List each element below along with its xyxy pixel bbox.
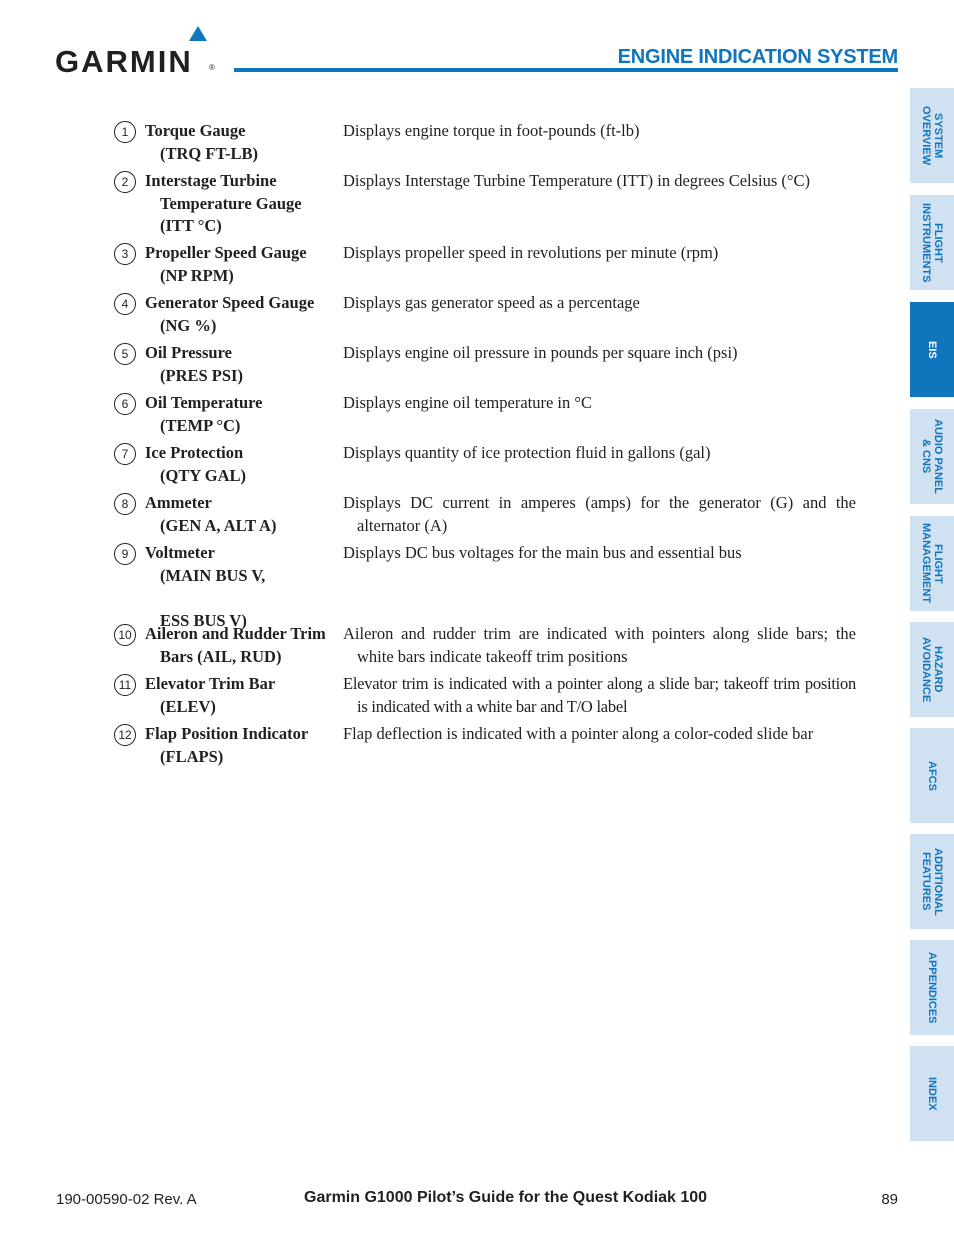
callout-number: 12 bbox=[114, 724, 136, 746]
item-label-line1: Voltmeter bbox=[145, 543, 215, 562]
document-title: Garmin G1000 Pilot’s Guide for the Quest Kodiak 100 bbox=[304, 1189, 708, 1206]
item-label-line1: Torque Gauge bbox=[145, 121, 246, 140]
callout-number: 2 bbox=[114, 171, 136, 193]
item-description: Displays engine torque in foot-pounds (ft-lb) bbox=[343, 121, 640, 140]
item-description: Displays gas generator speed as a percentage bbox=[343, 293, 640, 312]
logo-text: GARMIN bbox=[55, 44, 193, 79]
item-label-line2: (MAIN BUS V, ESS BUS V) bbox=[160, 565, 266, 630]
callout-number: 10 bbox=[114, 624, 136, 646]
tab-label: EIS bbox=[926, 340, 938, 359]
item-label bbox=[145, 723, 335, 768]
item-label-line1: Propeller Speed Gauge bbox=[145, 243, 307, 262]
item-description: Displays DC bus voltages for the main bus and essential bus bbox=[343, 543, 742, 562]
item-label-line1: Interstage Turbine bbox=[145, 171, 277, 190]
tab-label: FLIGHT INSTRUMENTS bbox=[920, 202, 944, 283]
logo-triangle-icon bbox=[189, 26, 207, 41]
tab-label: HAZARD AVOIDANCE bbox=[920, 636, 944, 703]
item-description: Aileron and rudder trim are indicated with pointers along slide bars; the white bars indicate takeoff trim positions bbox=[343, 624, 856, 666]
item-label bbox=[145, 392, 335, 437]
item-label-line2: (QTY GAL) bbox=[160, 465, 247, 485]
item-label-line1: Aileron and Rudder Trim bbox=[145, 624, 326, 643]
section-title: ENGINE INDICATION SYSTEM bbox=[617, 46, 898, 68]
tab-label: AUDIO PANEL & CNS bbox=[920, 419, 944, 494]
document-number: 190-00590-02 Rev. A bbox=[56, 1191, 197, 1208]
callout-number: 7 bbox=[114, 443, 136, 465]
item-description: Displays engine oil pressure in pounds per square inch (psi) bbox=[343, 343, 738, 362]
item-label-line2: (ELEV) bbox=[160, 696, 216, 716]
item-label-line1: Elevator Trim Bar bbox=[145, 674, 276, 693]
item-label bbox=[145, 492, 335, 537]
tab-appendices[interactable] bbox=[910, 940, 954, 1035]
item-description: Displays propeller speed in revolutions per minute (rpm) bbox=[343, 243, 719, 262]
item-label-line2: Temperature Gauge (ITT °C) bbox=[160, 193, 302, 235]
garmin-logo bbox=[55, 26, 220, 79]
item-label bbox=[145, 242, 335, 287]
item-label bbox=[145, 673, 335, 718]
logo-registered-mark: ® bbox=[209, 63, 215, 72]
item-label bbox=[145, 442, 335, 487]
item-label bbox=[145, 542, 335, 632]
tab-flight-instruments[interactable] bbox=[910, 195, 954, 290]
tab-label: FLIGHT MANAGEMENT bbox=[920, 523, 944, 604]
page-number: 89 bbox=[881, 1191, 898, 1208]
item-label bbox=[145, 623, 345, 668]
tab-label: ADDITIONAL FEATURES bbox=[920, 847, 944, 916]
tab-label: AFCS bbox=[926, 760, 938, 791]
callout-number: 5 bbox=[114, 343, 136, 365]
tab-label: INDEX bbox=[926, 1076, 938, 1111]
tab-eis[interactable] bbox=[910, 302, 954, 397]
page-footer bbox=[56, 1189, 898, 1213]
item-label bbox=[145, 292, 335, 337]
item-label-line2: (FLAPS) bbox=[160, 746, 224, 766]
item-label bbox=[145, 342, 335, 387]
tab-label: SYSTEM OVERVIEW bbox=[920, 105, 944, 166]
callout-number: 3 bbox=[114, 243, 136, 265]
callout-number: 11 bbox=[114, 674, 136, 696]
callout-number: 8 bbox=[114, 493, 136, 515]
tab-hazard-avoidance[interactable] bbox=[910, 622, 954, 717]
tab-label: APPENDICES bbox=[926, 951, 938, 1024]
item-label-line2: (TEMP °C) bbox=[160, 415, 241, 435]
item-label-line1: Oil Temperature bbox=[145, 393, 263, 412]
item-label bbox=[145, 120, 335, 165]
item-label-line1: Ammeter bbox=[145, 493, 212, 512]
item-label-line2: (NG %) bbox=[160, 315, 217, 335]
tab-index[interactable] bbox=[910, 1046, 954, 1141]
item-label-line1: Flap Position Indicator bbox=[145, 724, 309, 743]
tab-audio-panel-cns[interactable] bbox=[910, 409, 954, 504]
item-label bbox=[145, 170, 335, 238]
item-label-line2: Bars (AIL, RUD) bbox=[160, 646, 282, 666]
callout-number: 1 bbox=[114, 121, 136, 143]
callout-number: 4 bbox=[114, 293, 136, 315]
callout-number: 9 bbox=[114, 543, 136, 565]
tab-afcs[interactable] bbox=[910, 728, 954, 823]
item-description: Displays DC current in amperes (amps) for the generator (G) and the alternator (A) bbox=[343, 493, 856, 535]
item-label-line2: (TRQ FT-LB) bbox=[160, 143, 258, 163]
tab-system-overview[interactable] bbox=[910, 88, 954, 183]
item-label-line1: Ice Protection bbox=[145, 443, 244, 462]
item-label-line2: (PRES PSI) bbox=[160, 365, 243, 385]
item-label-line2: (GEN A, ALT A) bbox=[160, 515, 277, 535]
item-description: Displays quantity of ice protection fluid in gallons (gal) bbox=[343, 443, 711, 462]
item-label-line2: (NP RPM) bbox=[160, 265, 234, 285]
item-description: Elevator trim is indicated with a pointer along a slide bar; takeoff trim position is indicated with a white bar and T/O label bbox=[343, 674, 856, 716]
tab-additional-features[interactable] bbox=[910, 834, 954, 929]
item-description: Displays Interstage Turbine Temperature (ITT) in degrees Celsius (°C) bbox=[343, 171, 811, 190]
item-label-line1: Oil Pressure bbox=[145, 343, 232, 362]
item-description: Displays engine oil temperature in °C bbox=[343, 393, 592, 412]
item-description: Flap deflection is indicated with a pointer along a color-coded slide bar bbox=[343, 724, 814, 743]
item-label-line1: Generator Speed Gauge bbox=[145, 293, 315, 312]
callout-number: 6 bbox=[114, 393, 136, 415]
tab-flight-management[interactable] bbox=[910, 516, 954, 611]
